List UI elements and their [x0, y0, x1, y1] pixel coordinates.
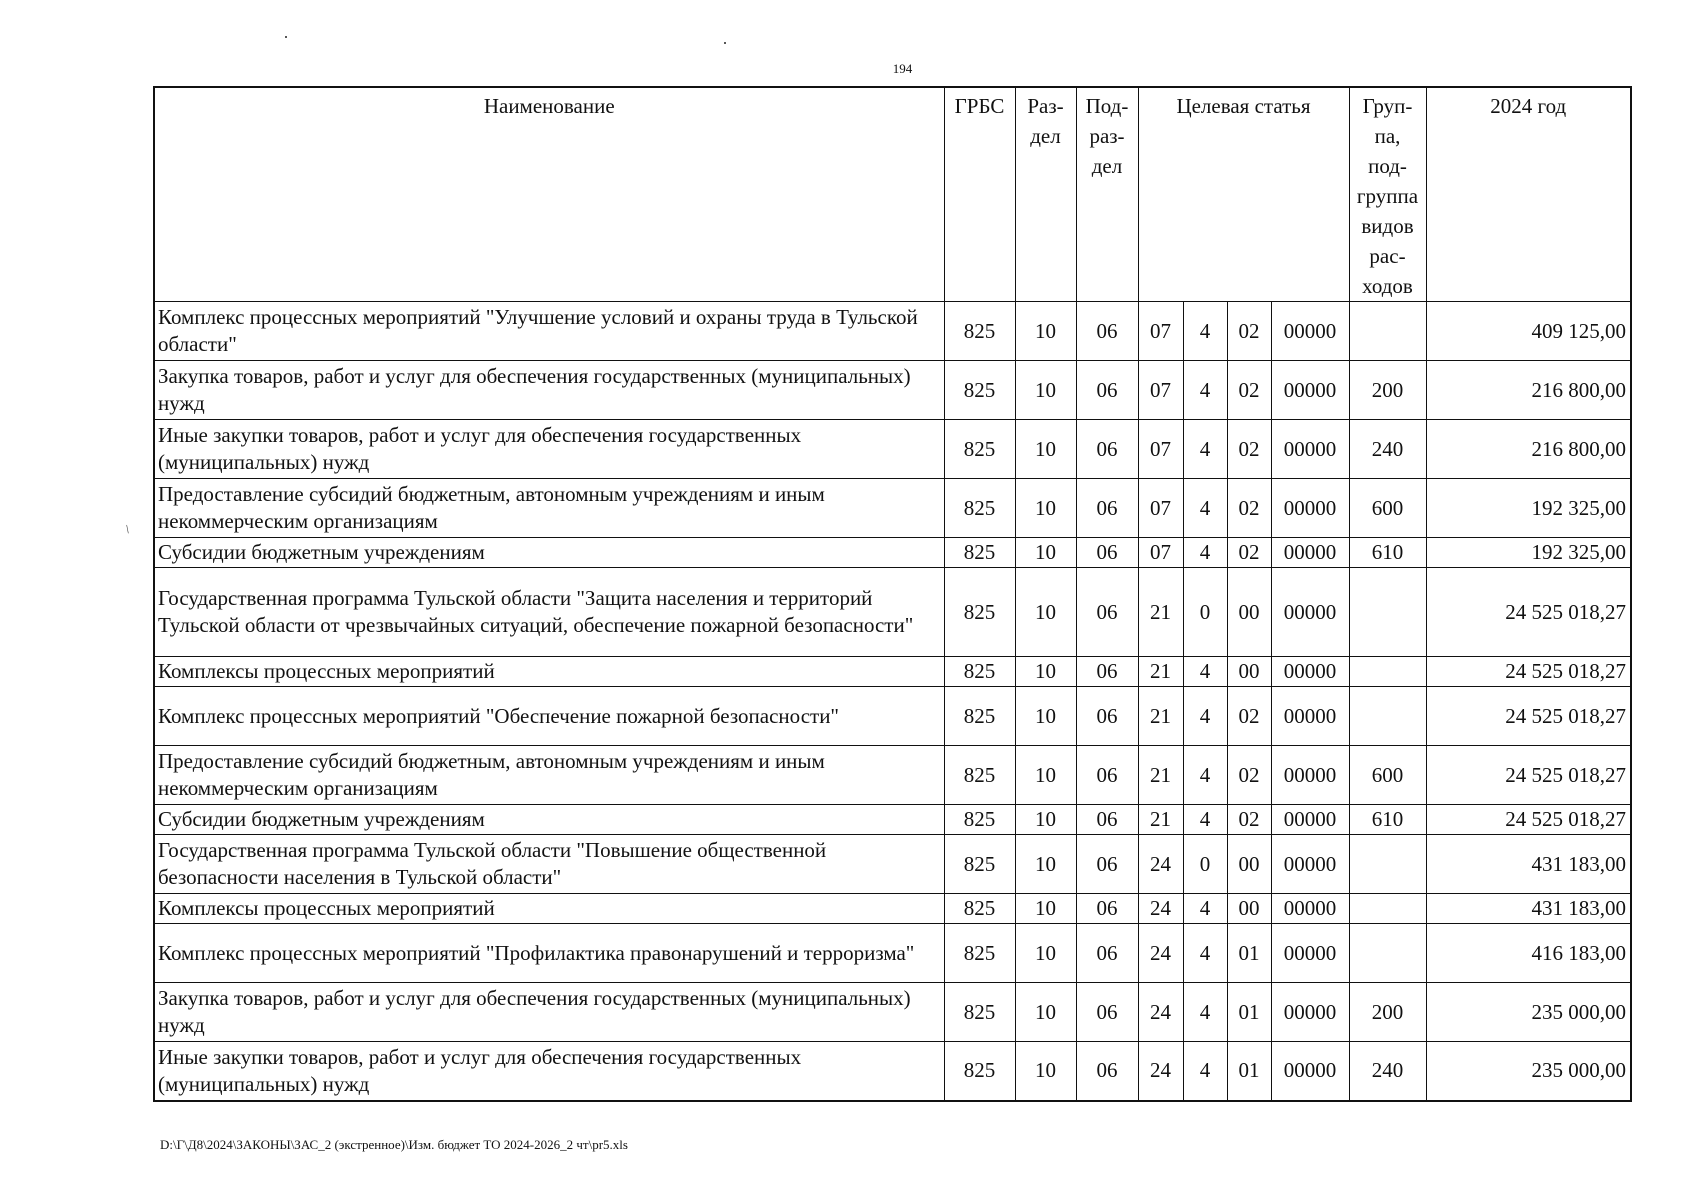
row-name: Закупка товаров, работ и услуг для обеспечения государственных (муниципальных) нужд	[154, 983, 944, 1042]
row-grbs: 825	[944, 361, 1015, 420]
row-podrazdel: 06	[1076, 568, 1138, 657]
row-razdel: 10	[1015, 746, 1076, 805]
table-row	[154, 420, 1631, 479]
row-amount: 192 325,00	[1426, 538, 1631, 568]
table-row	[154, 1042, 1631, 1101]
row-target-direction: 00000	[1271, 1042, 1349, 1101]
row-podrazdel: 06	[1076, 746, 1138, 805]
row-grbs: 825	[944, 805, 1015, 835]
row-target-type: 4	[1183, 805, 1227, 835]
row-amount: 24 525 018,27	[1426, 657, 1631, 687]
row-grbs: 825	[944, 894, 1015, 924]
row-target-type: 4	[1183, 983, 1227, 1042]
row-amount: 235 000,00	[1426, 983, 1631, 1042]
row-amount: 24 525 018,27	[1426, 568, 1631, 657]
table-row	[154, 805, 1631, 835]
row-target-element: 00	[1227, 894, 1271, 924]
row-name: Государственная программа Тульской области "Защита населения и территорий Тульской области от чрезвычайных ситуаций, обеспечение пожарной безопасности"	[154, 568, 944, 657]
row-name: Субсидии бюджетным учреждениям	[154, 805, 944, 835]
row-target-element: 02	[1227, 805, 1271, 835]
row-razdel: 10	[1015, 687, 1076, 746]
row-target-type: 4	[1183, 479, 1227, 538]
row-target-direction: 00000	[1271, 924, 1349, 983]
row-target-program: 07	[1138, 479, 1183, 538]
row-expense-group: 610	[1349, 805, 1426, 835]
row-podrazdel: 06	[1076, 1042, 1138, 1101]
row-target-element: 02	[1227, 687, 1271, 746]
row-grbs: 825	[944, 302, 1015, 361]
header-razdel: Раз- дел	[1015, 87, 1076, 302]
row-target-element: 00	[1227, 835, 1271, 894]
row-target-type: 4	[1183, 894, 1227, 924]
row-target-direction: 00000	[1271, 983, 1349, 1042]
row-grbs: 825	[944, 657, 1015, 687]
row-expense-group: 600	[1349, 746, 1426, 805]
row-razdel: 10	[1015, 924, 1076, 983]
row-amount: 431 183,00	[1426, 894, 1631, 924]
row-grbs: 825	[944, 568, 1015, 657]
row-grbs: 825	[944, 1042, 1015, 1101]
row-target-program: 21	[1138, 746, 1183, 805]
scan-speck	[285, 36, 287, 38]
row-podrazdel: 06	[1076, 361, 1138, 420]
row-podrazdel: 06	[1076, 687, 1138, 746]
row-expense-group: 610	[1349, 538, 1426, 568]
row-razdel: 10	[1015, 479, 1076, 538]
row-name: Государственная программа Тульской области "Повышение общественной безопасности населения в Тульской области"	[154, 835, 944, 894]
row-target-element: 01	[1227, 983, 1271, 1042]
row-target-program: 24	[1138, 894, 1183, 924]
row-target-direction: 00000	[1271, 805, 1349, 835]
row-amount: 416 183,00	[1426, 924, 1631, 983]
row-name: Иные закупки товаров, работ и услуг для обеспечения государственных (муниципальных) нужд	[154, 420, 944, 479]
row-name: Комплекс процессных мероприятий "Профилактика правонарушений и терроризма"	[154, 924, 944, 983]
row-expense-group: 200	[1349, 361, 1426, 420]
row-target-element: 00	[1227, 657, 1271, 687]
table-row	[154, 538, 1631, 568]
row-target-type: 4	[1183, 361, 1227, 420]
header-year-2024: 2024 год	[1426, 87, 1631, 302]
row-target-element: 02	[1227, 361, 1271, 420]
row-expense-group: 240	[1349, 1042, 1426, 1101]
row-podrazdel: 06	[1076, 894, 1138, 924]
row-amount: 192 325,00	[1426, 479, 1631, 538]
row-podrazdel: 06	[1076, 924, 1138, 983]
row-target-type: 4	[1183, 1042, 1227, 1101]
row-expense-group	[1349, 835, 1426, 894]
row-expense-group	[1349, 302, 1426, 361]
row-target-program: 21	[1138, 568, 1183, 657]
row-expense-group	[1349, 894, 1426, 924]
row-target-direction: 00000	[1271, 687, 1349, 746]
row-target-direction: 00000	[1271, 420, 1349, 479]
row-target-direction: 00000	[1271, 835, 1349, 894]
row-amount: 235 000,00	[1426, 1042, 1631, 1101]
row-target-type: 4	[1183, 746, 1227, 805]
row-podrazdel: 06	[1076, 420, 1138, 479]
row-target-program: 07	[1138, 538, 1183, 568]
row-target-program: 24	[1138, 835, 1183, 894]
row-target-program: 21	[1138, 687, 1183, 746]
row-razdel: 10	[1015, 805, 1076, 835]
row-razdel: 10	[1015, 420, 1076, 479]
row-amount: 216 800,00	[1426, 361, 1631, 420]
row-target-program: 21	[1138, 657, 1183, 687]
row-target-program: 07	[1138, 302, 1183, 361]
row-target-direction: 00000	[1271, 302, 1349, 361]
file-path-footer: D:\Г\Д8\2024\ЗАКОНЫ\ЗАС_2 (экстренное)\Изм. бюджет ТО 2024-2026_2 чт\pr5.xls	[160, 1137, 628, 1152]
header-podrazdel: Под- раз- дел	[1076, 87, 1138, 302]
row-expense-group	[1349, 687, 1426, 746]
header-row	[154, 87, 1631, 302]
row-amount: 24 525 018,27	[1426, 687, 1631, 746]
row-target-element: 02	[1227, 538, 1271, 568]
table-row	[154, 657, 1631, 687]
row-amount: 431 183,00	[1426, 835, 1631, 894]
table-row	[154, 361, 1631, 420]
row-target-element: 02	[1227, 420, 1271, 479]
row-razdel: 10	[1015, 1042, 1076, 1101]
row-name: Комплекс процессных мероприятий "Улучшение условий и охраны труда в Тульской области"	[154, 302, 944, 361]
row-razdel: 10	[1015, 983, 1076, 1042]
row-target-direction: 00000	[1271, 894, 1349, 924]
row-target-direction: 00000	[1271, 568, 1349, 657]
row-target-element: 00	[1227, 568, 1271, 657]
row-target-element: 02	[1227, 302, 1271, 361]
page-number: 194	[892, 61, 913, 76]
row-target-program: 24	[1138, 1042, 1183, 1101]
row-amount: 24 525 018,27	[1426, 805, 1631, 835]
scan-speck	[724, 42, 726, 44]
row-expense-group	[1349, 657, 1426, 687]
row-target-type: 4	[1183, 924, 1227, 983]
row-expense-group	[1349, 924, 1426, 983]
table-row	[154, 568, 1631, 657]
table-row	[154, 894, 1631, 924]
row-target-element: 02	[1227, 746, 1271, 805]
row-podrazdel: 06	[1076, 805, 1138, 835]
row-expense-group: 600	[1349, 479, 1426, 538]
row-amount: 216 800,00	[1426, 420, 1631, 479]
header-target-article: Целевая статья	[1138, 87, 1349, 302]
table-row	[154, 479, 1631, 538]
header-grbs: ГРБС	[944, 87, 1015, 302]
row-target-program: 07	[1138, 361, 1183, 420]
row-podrazdel: 06	[1076, 538, 1138, 568]
row-target-type: 4	[1183, 538, 1227, 568]
row-expense-group	[1349, 568, 1426, 657]
header-expense-group: Груп- па, под- группа видов рас- ходов	[1349, 87, 1426, 302]
row-razdel: 10	[1015, 835, 1076, 894]
row-podrazdel: 06	[1076, 479, 1138, 538]
pen-mark: /	[122, 522, 133, 536]
table-row	[154, 746, 1631, 805]
row-podrazdel: 06	[1076, 835, 1138, 894]
row-target-program: 07	[1138, 420, 1183, 479]
row-podrazdel: 06	[1076, 983, 1138, 1042]
row-amount: 24 525 018,27	[1426, 746, 1631, 805]
table-row	[154, 983, 1631, 1042]
row-razdel: 10	[1015, 894, 1076, 924]
row-razdel: 10	[1015, 568, 1076, 657]
budget-table	[153, 86, 1632, 1102]
row-name: Комплексы процессных мероприятий	[154, 894, 944, 924]
table-row	[154, 302, 1631, 361]
row-target-type: 4	[1183, 657, 1227, 687]
row-target-program: 24	[1138, 924, 1183, 983]
row-grbs: 825	[944, 835, 1015, 894]
row-target-type: 0	[1183, 568, 1227, 657]
row-name: Предоставление субсидий бюджетным, автономным учреждениям и иным некоммерческим организациям	[154, 746, 944, 805]
row-target-direction: 00000	[1271, 657, 1349, 687]
row-name: Иные закупки товаров, работ и услуг для обеспечения государственных (муниципальных) нужд	[154, 1042, 944, 1101]
row-target-program: 24	[1138, 983, 1183, 1042]
row-grbs: 825	[944, 746, 1015, 805]
row-target-direction: 00000	[1271, 538, 1349, 568]
table-row	[154, 924, 1631, 983]
row-grbs: 825	[944, 420, 1015, 479]
row-target-type: 4	[1183, 687, 1227, 746]
row-razdel: 10	[1015, 302, 1076, 361]
table-row	[154, 687, 1631, 746]
row-grbs: 825	[944, 538, 1015, 568]
row-razdel: 10	[1015, 657, 1076, 687]
row-grbs: 825	[944, 983, 1015, 1042]
row-expense-group: 240	[1349, 420, 1426, 479]
row-target-element: 01	[1227, 1042, 1271, 1101]
row-target-type: 0	[1183, 835, 1227, 894]
row-amount: 409 125,00	[1426, 302, 1631, 361]
row-grbs: 825	[944, 924, 1015, 983]
row-name: Комплекс процессных мероприятий "Обеспечение пожарной безопасности"	[154, 687, 944, 746]
row-target-type: 4	[1183, 302, 1227, 361]
row-target-direction: 00000	[1271, 479, 1349, 538]
row-name: Закупка товаров, работ и услуг для обеспечения государственных (муниципальных) нужд	[154, 361, 944, 420]
row-razdel: 10	[1015, 361, 1076, 420]
row-grbs: 825	[944, 687, 1015, 746]
row-grbs: 825	[944, 479, 1015, 538]
row-podrazdel: 06	[1076, 302, 1138, 361]
row-name: Субсидии бюджетным учреждениям	[154, 538, 944, 568]
row-name: Комплексы процессных мероприятий	[154, 657, 944, 687]
row-target-element: 02	[1227, 479, 1271, 538]
row-razdel: 10	[1015, 538, 1076, 568]
row-target-program: 21	[1138, 805, 1183, 835]
table-row	[154, 835, 1631, 894]
row-name: Предоставление субсидий бюджетным, автономным учреждениям и иным некоммерческим организациям	[154, 479, 944, 538]
row-target-type: 4	[1183, 420, 1227, 479]
row-target-element: 01	[1227, 924, 1271, 983]
row-podrazdel: 06	[1076, 657, 1138, 687]
row-target-direction: 00000	[1271, 361, 1349, 420]
header-name: Наименование	[154, 87, 944, 302]
row-expense-group: 200	[1349, 983, 1426, 1042]
row-target-direction: 00000	[1271, 746, 1349, 805]
